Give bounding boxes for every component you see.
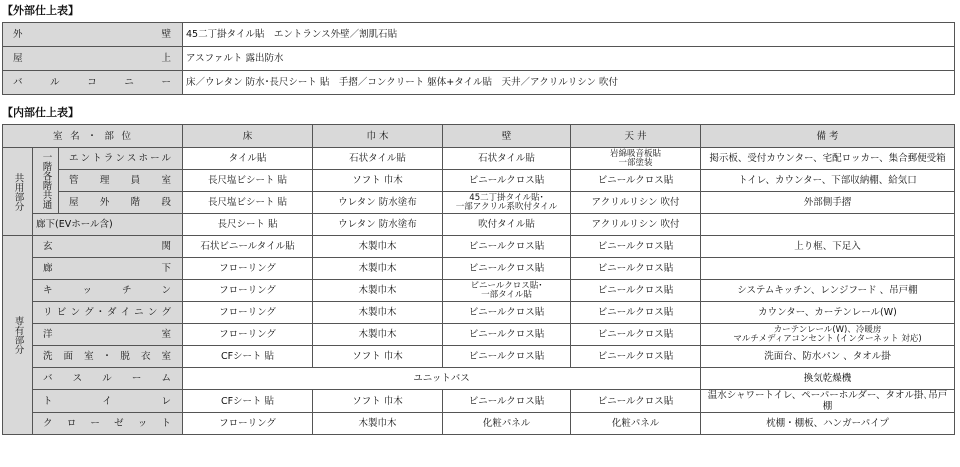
interior-row — [3, 346, 955, 368]
notes: 洗面台、防水パン 、タオル掛 — [701, 346, 955, 368]
notes: トイレ、カウンター、下部収納棚、給気口 — [701, 170, 955, 192]
exterior-row — [3, 71, 955, 95]
ceiling-finish: ビニールクロス貼 — [571, 258, 701, 280]
baseboard-finish: ソフト 巾木 — [313, 346, 443, 368]
wall-finish: 化粧パネル — [443, 413, 571, 435]
room-name: 管 理 員 室 — [59, 170, 183, 192]
wall-finish: ビニールクロス貼 — [443, 324, 571, 346]
exterior-heading: 【外部仕上表】 — [2, 4, 79, 17]
wall-finish: 45二丁掛タイル貼･ 一部アクリル系吹付タイル — [443, 192, 571, 214]
floor-finish: フローリング — [183, 324, 313, 346]
wall-finish: ビニールクロス貼 — [443, 236, 571, 258]
interior-row — [3, 368, 955, 390]
interior-heading: 【内部仕上表】 — [2, 106, 79, 119]
wall-finish: ビニールクロス貼 — [443, 170, 571, 192]
group-private-label: 専有部分 — [12, 316, 24, 354]
room-name: 洗面室･脱衣室 — [33, 346, 183, 368]
baseboard-finish: 木製巾木 — [313, 413, 443, 435]
header-wall: 壁 — [443, 125, 571, 148]
floor-finish: フローリング — [183, 413, 313, 435]
baseboard-finish: ウレタン 防水塗布 — [313, 214, 443, 236]
ceiling-finish: ビニールクロス貼 — [571, 302, 701, 324]
room-name: 洋 室 — [33, 324, 183, 346]
exterior-label: バ ル コ ニ ー — [3, 71, 183, 95]
notes: 温水シャワートイレ、ペーパーホルダー、タオル掛､吊戸棚 — [701, 390, 955, 413]
baseboard-finish: 木製巾木 — [313, 324, 443, 346]
baseboard-finish: 石状タイル貼 — [313, 148, 443, 170]
header-floor: 床 — [183, 125, 313, 148]
ceiling-finish: 岩綿吸音板貼 一部塗装 — [571, 148, 701, 170]
baseboard-finish: 木製巾木 — [313, 258, 443, 280]
header-ceiling: 天 井 — [571, 125, 701, 148]
baseboard-finish: 木製巾木 — [313, 302, 443, 324]
wall-finish: 吹付タイル貼 — [443, 214, 571, 236]
ceiling-finish: ビニールクロス貼 — [571, 236, 701, 258]
notes — [701, 258, 955, 280]
ceiling-finish: アクリルリシン 吹付 — [571, 214, 701, 236]
notes: 換気乾燥機 — [701, 368, 955, 390]
ceiling-finish: ビニールクロス貼 — [571, 390, 701, 413]
interior-row — [3, 258, 955, 280]
interior-finish-table — [2, 124, 955, 435]
interior-row — [3, 236, 955, 258]
interior-row — [3, 302, 955, 324]
wall-finish: ビニールクロス貼 — [443, 258, 571, 280]
floor-finish: 長尺塩ビシート 貼 — [183, 170, 313, 192]
floor-finish: フローリング — [183, 302, 313, 324]
room-name: ク ロ ー ゼ ッ ト — [33, 413, 183, 435]
interior-row — [3, 170, 955, 192]
room-name: 廊 下 — [33, 258, 183, 280]
wall-finish: ビニールクロス貼 — [443, 302, 571, 324]
interior-header-row — [3, 125, 955, 148]
wall-finish: ビニールクロス貼 — [443, 346, 571, 368]
exterior-value: 45二丁掛タイル貼 エントランス外壁／割肌石貼 — [183, 23, 955, 47]
interior-row — [3, 214, 955, 236]
ceiling-finish: 化粧パネル — [571, 413, 701, 435]
ceiling-finish: ビニールクロス貼 — [571, 170, 701, 192]
interior-row — [3, 192, 955, 214]
baseboard-finish: 木製巾木 — [313, 280, 443, 302]
interior-row — [3, 413, 955, 435]
notes: 上り框、下足入 — [701, 236, 955, 258]
baseboard-finish: ソフト 巾木 — [313, 170, 443, 192]
floor-finish: CFシート 貼 — [183, 390, 313, 413]
ceiling-finish: アクリルリシン 吹付 — [571, 192, 701, 214]
ceiling-finish: ビニールクロス貼 — [571, 324, 701, 346]
baseboard-finish: ソフト 巾木 — [313, 390, 443, 413]
exterior-finish-table — [2, 22, 955, 95]
notes: 枕棚・棚板、ハンガーパイプ — [701, 413, 955, 435]
wall-finish: ビニールクロス貼･ 一部タイル貼 — [443, 280, 571, 302]
header-room: 室名・部位 — [3, 125, 183, 148]
exterior-value: アスファルト 露出防水 — [183, 47, 955, 71]
wall-finish: 石状タイル貼 — [443, 148, 571, 170]
notes: システムキッチン、レンジフード 、吊戸棚 — [701, 280, 955, 302]
notes: カウンター、カーテンレール(W) — [701, 302, 955, 324]
floor-finish: 長尺シート 貼 — [183, 214, 313, 236]
notes: 掲示板、受付カウンター、宅配ロッカー、集合郵便受箱 — [701, 148, 955, 170]
exterior-value: 床／ウレタン 防水･長尺シート 貼 手摺／コンクリート 躯体+タイル貼 天井／アクリルリシン 吹付 — [183, 71, 955, 95]
unit-bath-spec: ユニットバス — [183, 368, 701, 390]
floor-finish: フローリング — [183, 258, 313, 280]
interior-row — [3, 324, 955, 346]
room-name: ト イ レ — [33, 390, 183, 413]
wall-finish: ビニールクロス貼 — [443, 390, 571, 413]
baseboard-finish: 木製巾木 — [313, 236, 443, 258]
group-common-sub-label: 一階各階共通 — [40, 152, 52, 209]
floor-finish: 長尺塩ビシート 貼 — [183, 192, 313, 214]
room-name: エントランスホール — [59, 148, 183, 170]
room-name: 玄 関 — [33, 236, 183, 258]
interior-row — [3, 280, 955, 302]
interior-row — [3, 148, 955, 170]
notes: カーテンレール(W)、冷暖房 マルチメディアコンセント (インターネット 対応) — [701, 324, 955, 346]
interior-row — [3, 390, 955, 413]
exterior-row — [3, 47, 955, 71]
header-baseboard: 巾 木 — [313, 125, 443, 148]
notes: 外部側手摺 — [701, 192, 955, 214]
floor-finish: タイル貼 — [183, 148, 313, 170]
room-name: キ ッ チ ン — [33, 280, 183, 302]
floor-finish: CFシート 貼 — [183, 346, 313, 368]
exterior-row — [3, 23, 955, 47]
group-common — [3, 148, 33, 236]
ceiling-finish: ビニールクロス貼 — [571, 280, 701, 302]
notes — [701, 214, 955, 236]
header-notes: 備 考 — [701, 125, 955, 148]
exterior-label: 外 壁 — [3, 23, 183, 47]
room-name: リビング･ダイニング — [33, 302, 183, 324]
group-common-label: 共用部分 — [12, 172, 24, 211]
room-name: 廊下(EVホール含) — [33, 214, 183, 236]
room-name: 屋 外 階 段 — [59, 192, 183, 214]
room-name: バ ス ル ー ム — [33, 368, 183, 390]
exterior-label: 屋 上 — [3, 47, 183, 71]
group-private — [3, 236, 33, 435]
ceiling-finish: ビニールクロス貼 — [571, 346, 701, 368]
floor-finish: 石状ビニールタイル貼 — [183, 236, 313, 258]
baseboard-finish: ウレタン 防水塗布 — [313, 192, 443, 214]
group-common-sub — [33, 148, 59, 214]
floor-finish: フローリング — [183, 280, 313, 302]
